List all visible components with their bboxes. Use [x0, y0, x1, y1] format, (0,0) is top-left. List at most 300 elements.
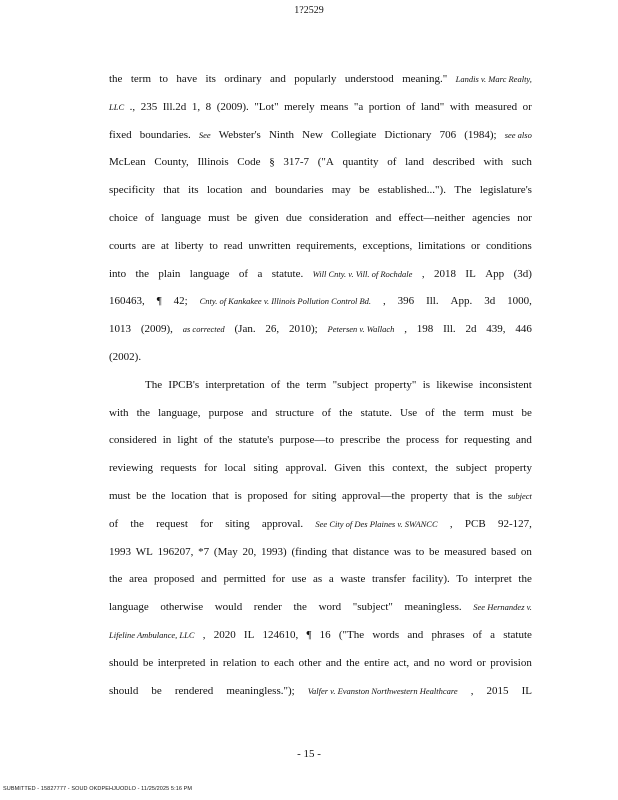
word: siting [253, 462, 278, 475]
text-line [109, 427, 532, 455]
word: 20, [242, 545, 257, 558]
citation: Lifeline Ambulance, LLC [109, 629, 195, 640]
word: and [515, 434, 532, 447]
word: ordinary [224, 73, 262, 85]
word: is [234, 489, 242, 502]
word: 439, [486, 323, 506, 336]
word: and [250, 184, 267, 197]
word: meaning." [402, 73, 448, 85]
word: Use [400, 406, 418, 419]
word: the [386, 434, 400, 447]
word: language, [158, 406, 201, 419]
word: 446 [515, 323, 532, 336]
word: such [511, 156, 532, 169]
word: is [475, 489, 484, 502]
word: the [135, 267, 149, 280]
word: interpretation [205, 378, 265, 391]
word: "subject [332, 378, 369, 391]
word: approval—the [342, 489, 405, 502]
word: "Lot" [254, 100, 279, 113]
word: to [209, 239, 218, 252]
word: liberty [174, 239, 204, 252]
word: Dictionary [384, 128, 432, 141]
word: , [202, 628, 206, 641]
word: , [470, 684, 474, 697]
word: statute. [271, 267, 304, 280]
word: ., [129, 100, 136, 113]
word: was [393, 545, 411, 558]
word: its [188, 184, 199, 197]
word: IPCB's [168, 378, 200, 391]
word: specificity [109, 184, 155, 197]
word: word [318, 601, 342, 614]
word: , [421, 267, 425, 280]
word: a [328, 573, 334, 586]
word: or [522, 100, 532, 113]
word: Webster's [218, 128, 261, 141]
word: entire [364, 656, 390, 669]
word: requests [160, 462, 197, 475]
word: to [415, 545, 425, 558]
word: , [449, 517, 453, 530]
word: (May [213, 545, 238, 558]
word: the [518, 573, 532, 586]
word: IL [521, 684, 532, 697]
word: inconsistent [479, 378, 532, 391]
word: are [141, 239, 156, 252]
document-id: 1?2529 [294, 5, 324, 16]
word: meaningless."); [226, 684, 295, 697]
word: meaningless. [404, 601, 462, 614]
word: relation [222, 656, 257, 669]
word: nor [517, 211, 532, 224]
word: (finding [291, 545, 327, 558]
word: boundaries. [139, 128, 191, 141]
word: 706 [439, 128, 457, 141]
word: in [209, 656, 219, 669]
word: structure [275, 406, 314, 419]
word: the [346, 656, 360, 669]
text-line [109, 261, 532, 289]
word: requirements, [296, 239, 357, 252]
word: given [254, 211, 279, 224]
word: portion [368, 100, 401, 113]
word: transfer [372, 573, 406, 586]
word: and [269, 73, 286, 85]
word: be [136, 489, 147, 502]
word: the [434, 462, 449, 475]
word: consideration [309, 211, 369, 224]
word: exceptions, [362, 239, 413, 252]
word: measured [474, 100, 518, 113]
word: 160463, [109, 295, 145, 308]
word: County, [154, 156, 189, 169]
word: 124610, [262, 628, 299, 641]
word: fixed [109, 128, 132, 141]
word: described [432, 156, 475, 169]
word: location [206, 184, 243, 197]
citation: See Hernandez v. [473, 602, 532, 613]
text-line [109, 650, 532, 678]
word: proposed [247, 489, 288, 502]
word: term [463, 406, 485, 419]
text-line [109, 372, 532, 400]
word: must [109, 489, 131, 502]
word: IL [243, 628, 255, 641]
word: for [200, 517, 213, 530]
word: (2002). [109, 350, 142, 363]
word: The [454, 184, 472, 197]
word: PCB [464, 517, 486, 530]
word: to [159, 73, 168, 85]
word: IL [465, 267, 476, 280]
word: (2009), [140, 323, 173, 336]
word: that [453, 489, 471, 502]
word: the [130, 517, 144, 530]
text-line [109, 400, 532, 428]
word: *7 [198, 545, 210, 558]
word: request [156, 517, 188, 530]
word: the [152, 489, 166, 502]
word: and [200, 573, 217, 586]
text-line [109, 122, 532, 150]
word: 1000, [507, 295, 532, 308]
word: land" [420, 100, 445, 113]
word: quantity [342, 156, 379, 169]
word: the [218, 434, 233, 447]
word: for [272, 573, 286, 586]
word: of [203, 434, 213, 447]
word: read [223, 239, 243, 252]
citation: See City of Des Plaines v. SWANCC [315, 518, 438, 529]
word: statute's [238, 434, 274, 447]
word: 1993 [109, 545, 131, 558]
word: permitted [223, 573, 266, 586]
word: limitations [418, 239, 466, 252]
word: agencies [472, 211, 510, 224]
word: 8 [205, 100, 212, 113]
word: no [434, 656, 446, 669]
text-line [109, 205, 532, 233]
word: "subject" [352, 601, 393, 614]
word: § [269, 156, 275, 169]
text-line [109, 455, 532, 483]
word: of [109, 517, 119, 530]
word: the [293, 601, 307, 614]
word: of [321, 406, 332, 419]
word: the [136, 406, 151, 419]
word: each [274, 656, 295, 669]
word: land [405, 156, 425, 169]
word: established..."). [377, 184, 446, 197]
word: 2d [465, 323, 477, 336]
word: word [449, 656, 473, 669]
citation: Landis v. Marc Realty, [455, 74, 532, 84]
word: should [109, 684, 139, 697]
word: The [145, 378, 163, 391]
word: 2010); [288, 323, 318, 336]
word: means [320, 100, 349, 113]
word: be [236, 211, 248, 224]
text-line [109, 511, 532, 539]
word: and [407, 628, 424, 641]
filing-stamp: SUBMITTED - 15827777 - SOUD OKDPEHJUODLO - 11/25/2025 5:16 PM [3, 786, 193, 792]
word: as [313, 573, 323, 586]
word: conditions [486, 239, 532, 252]
word: with [449, 100, 470, 113]
page-number: - 15 - [297, 748, 321, 760]
word: this [368, 462, 385, 475]
word: property [410, 489, 448, 502]
word: ("A [317, 156, 334, 169]
text-line [109, 344, 532, 372]
word: Given [334, 462, 362, 475]
citation: Valfer v. Evanston Northwestern Healthcare [307, 685, 458, 696]
word: location [171, 489, 207, 502]
word: 396 [397, 295, 415, 308]
word: merely [284, 100, 315, 113]
word: a [490, 628, 495, 641]
text-line [109, 149, 532, 177]
word: unwritten [248, 239, 291, 252]
word: into [109, 267, 127, 280]
word: , [404, 323, 407, 336]
word: 198 [416, 323, 434, 336]
word: 1013 [109, 323, 131, 336]
word: be [151, 684, 162, 697]
word: with [483, 156, 504, 169]
text-line [109, 566, 532, 594]
word: App [485, 267, 505, 280]
word: for [204, 462, 217, 475]
word: statute. [360, 406, 393, 419]
word: plain [158, 267, 181, 280]
word: purpose—to [279, 434, 334, 447]
word: purpose [208, 406, 244, 419]
word: term [306, 378, 327, 391]
word: prescribe [340, 434, 381, 447]
word: Ill. [443, 323, 456, 336]
word: Ill. [426, 295, 439, 308]
word: or [476, 656, 486, 669]
word: of [406, 100, 416, 113]
text-line [109, 539, 532, 567]
citation: Petersen v. Wallach [327, 324, 395, 335]
word: the [109, 573, 123, 586]
word: of [238, 267, 249, 280]
word: at [160, 239, 169, 252]
text-line [109, 288, 532, 316]
word: approval. [285, 462, 327, 475]
word: McLean [109, 156, 146, 169]
word: considered [109, 434, 157, 447]
word: be [359, 184, 370, 197]
word: 317-7 [283, 156, 310, 169]
word: phrases [431, 628, 465, 641]
text-line [109, 594, 532, 622]
word: understood [344, 73, 394, 85]
word: , [382, 295, 386, 308]
word: and [251, 406, 268, 419]
word: otherwise [160, 601, 204, 614]
word: local [224, 462, 246, 475]
word: and [375, 211, 392, 224]
word: subject [455, 462, 488, 475]
word: statute [503, 628, 532, 641]
word: (Jan. [234, 323, 256, 336]
word: the [286, 378, 300, 391]
word: To [456, 573, 468, 586]
word: 1, [191, 100, 201, 113]
text-line [109, 177, 532, 205]
word: New [302, 128, 323, 141]
word: of [387, 156, 397, 169]
word: light [177, 434, 198, 447]
text-line [109, 66, 532, 94]
citation: Will Cnty. v. Vill. of Rochdale [312, 268, 413, 279]
word: on [520, 545, 532, 558]
word: interpret [474, 573, 512, 586]
word: property" [374, 378, 417, 391]
word: likewise [436, 378, 473, 391]
word: "a [353, 100, 364, 113]
word: the [442, 406, 456, 419]
word: language [161, 211, 201, 224]
word: Collegiate [331, 128, 377, 141]
word: is [422, 378, 431, 391]
word: measured [444, 545, 487, 558]
word: 42; [173, 295, 188, 308]
word: ¶ [156, 295, 162, 308]
word: act, [393, 656, 410, 669]
word: 2018 [434, 267, 456, 280]
text-line [109, 678, 532, 706]
word: 196207, [157, 545, 194, 558]
word: process [406, 434, 439, 447]
citation: subject [507, 490, 532, 501]
text-line [109, 233, 532, 261]
word: of [270, 378, 281, 391]
word: rendered [174, 684, 214, 697]
word: that [212, 489, 229, 502]
word: Code [237, 156, 261, 169]
word: may [331, 184, 351, 197]
word: WL [135, 545, 153, 558]
word: requesting [464, 434, 510, 447]
text-line [109, 316, 532, 344]
word: context, [392, 462, 428, 475]
word: for [445, 434, 458, 447]
word: due [285, 211, 302, 224]
word: choice [109, 211, 138, 224]
word: be [428, 545, 440, 558]
word: effect—neither [398, 211, 465, 224]
word: based [491, 545, 517, 558]
word: or [471, 239, 481, 252]
word: language [109, 601, 149, 614]
word: for [293, 489, 307, 502]
word: with [109, 406, 129, 419]
brief-body [109, 66, 532, 705]
word: 92-127, [497, 517, 532, 530]
word: siting [311, 489, 337, 502]
word: language [189, 267, 230, 280]
word: approval. [261, 517, 304, 530]
word: App. [450, 295, 473, 308]
word: its [205, 73, 216, 85]
word: that [163, 184, 180, 197]
word: (2009). [216, 100, 249, 113]
word: 16 [319, 628, 331, 641]
citation: LLC [109, 101, 125, 112]
word: proposed [154, 573, 195, 586]
word: a [257, 267, 263, 280]
word: boundaries [275, 184, 324, 197]
word: be [142, 656, 154, 669]
word: to [260, 656, 270, 669]
word: 2015 [486, 684, 509, 697]
word: provision [490, 656, 532, 669]
word: of [144, 211, 155, 224]
word: of [472, 628, 482, 641]
word: in [162, 434, 172, 447]
word: (1984); [464, 128, 497, 141]
word: be [521, 406, 532, 419]
word: interpreted [157, 656, 206, 669]
word: use [291, 573, 307, 586]
word: must [492, 406, 514, 419]
text-line [109, 622, 532, 650]
word: have [176, 73, 198, 85]
word: reviewing [109, 462, 153, 475]
word: would [214, 601, 243, 614]
word: the [488, 489, 503, 502]
word: Illinois [197, 156, 229, 169]
word: ("The [338, 628, 365, 641]
word: the [109, 73, 123, 85]
word: and [325, 656, 342, 669]
word: should [109, 656, 139, 669]
word: render [253, 601, 282, 614]
word: Ill.2d [162, 100, 187, 113]
word: legislature's [479, 184, 532, 197]
word: words [372, 628, 400, 641]
citation: See [198, 129, 211, 140]
word: 3d [484, 295, 496, 308]
word: facility). [412, 573, 450, 586]
word: popularly [294, 73, 337, 85]
word: 26, [265, 323, 280, 336]
word: ¶ [306, 628, 312, 641]
citation: see also [504, 129, 532, 140]
citation: Cnty. of Kankakee v. Illinois Pollution Control Bd. [199, 296, 372, 307]
word: other [298, 656, 322, 669]
word: the [339, 406, 353, 419]
word: Ninth [268, 128, 295, 141]
word: and [413, 656, 430, 669]
word: waste [340, 573, 366, 586]
word: siting [225, 517, 250, 530]
word: area [129, 573, 148, 586]
word: property [494, 462, 532, 475]
text-line [109, 94, 532, 122]
word: 2020 [213, 628, 236, 641]
word: of [425, 406, 435, 419]
text-line [109, 483, 532, 511]
word: 235 [140, 100, 158, 113]
word: term [130, 73, 152, 85]
citation: as corrected [182, 324, 225, 335]
